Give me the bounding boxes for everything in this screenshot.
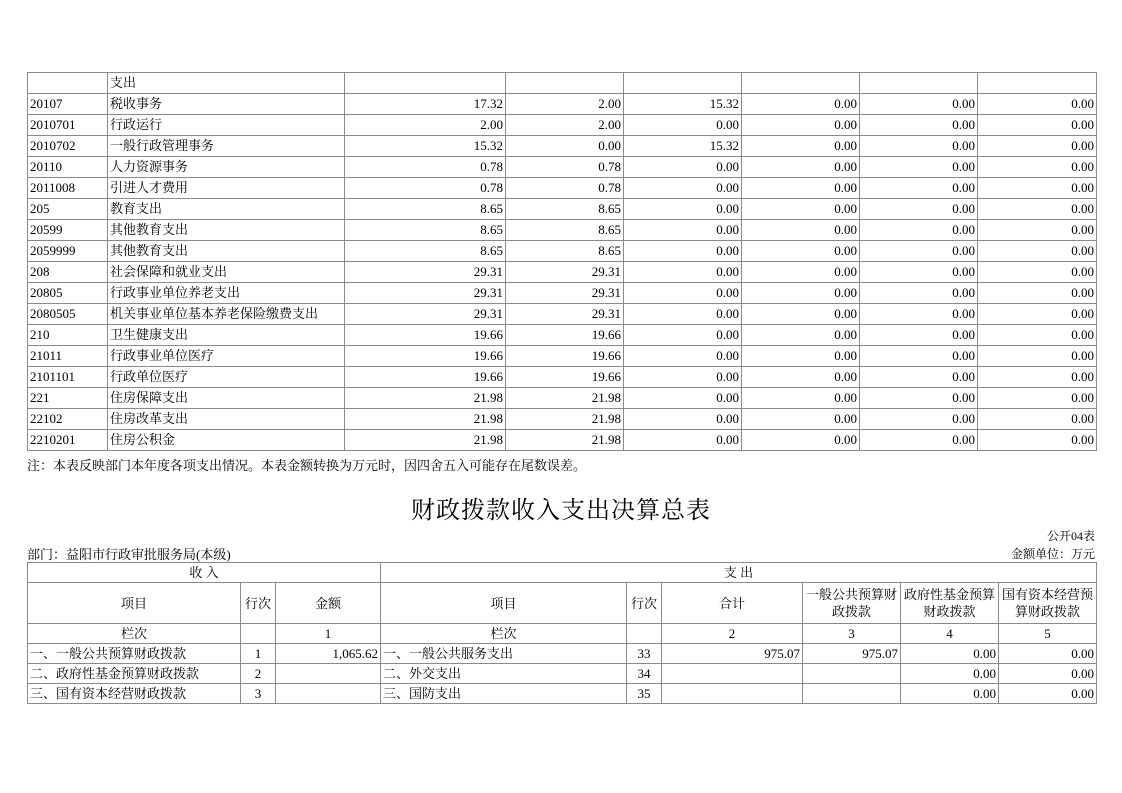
- total-amount: [662, 684, 803, 704]
- amount-cell: 21.98: [506, 430, 624, 451]
- header-cell: [624, 73, 742, 94]
- amount-cell: 0.00: [624, 115, 742, 136]
- subject-name: 机关事业单位基本养老保险缴费支出: [108, 304, 345, 325]
- subject-code: 210: [28, 325, 108, 346]
- amount-cell: 0.00: [624, 199, 742, 220]
- header-cell: [506, 73, 624, 94]
- header-cell: [345, 73, 506, 94]
- state-capital-amount: 0.00: [999, 664, 1097, 684]
- amount-cell: 0.00: [742, 283, 860, 304]
- subject-code: 205: [28, 199, 108, 220]
- subject-code: 20107: [28, 94, 108, 115]
- amount-cell: 0.00: [624, 367, 742, 388]
- amount-cell: 0.00: [624, 304, 742, 325]
- col-amount: 金额: [276, 583, 381, 624]
- table-row: [28, 409, 1097, 430]
- amount-cell: 0.00: [978, 430, 1097, 451]
- amount-cell: 0.00: [978, 283, 1097, 304]
- amount-cell: 17.32: [345, 94, 506, 115]
- amount-cell: 0.00: [860, 325, 978, 346]
- amount-cell: 0.00: [978, 367, 1097, 388]
- amount-cell: 0.00: [624, 325, 742, 346]
- income-line-no: 3: [241, 684, 276, 704]
- subject-code: 2011008: [28, 178, 108, 199]
- expense-detail-body: [28, 73, 1097, 451]
- amount-cell: 0.00: [742, 94, 860, 115]
- amount-cell: 29.31: [345, 283, 506, 304]
- amount-cell: 0.00: [742, 346, 860, 367]
- amount-cell: 0.78: [506, 178, 624, 199]
- amount-cell: 0.78: [345, 178, 506, 199]
- amount-cell: 0.00: [624, 409, 742, 430]
- col-no: 1: [276, 624, 381, 644]
- amount-cell: 0.00: [742, 220, 860, 241]
- amount-cell: 19.66: [506, 367, 624, 388]
- expense-item: 一、一般公共服务支出: [381, 644, 627, 664]
- table-row: [28, 115, 1097, 136]
- subject-code: 2059999: [28, 241, 108, 262]
- subject-name: 一般行政管理事务: [108, 136, 345, 157]
- page-title: 财政拨款收入支出决算总表: [411, 498, 711, 524]
- amount-cell: 8.65: [345, 241, 506, 262]
- gov-fund-amount: 0.00: [901, 644, 999, 664]
- gov-fund-amount: 0.00: [901, 684, 999, 704]
- table-row: [28, 199, 1097, 220]
- subject-code: 2210201: [28, 430, 108, 451]
- amount-cell: 0.00: [860, 136, 978, 157]
- amount-cell: 0.00: [978, 136, 1097, 157]
- subject-name: 其他教育支出: [108, 241, 345, 262]
- section-header-row: [28, 563, 1097, 583]
- amount-cell: 0.00: [742, 136, 860, 157]
- amount-cell: 0.00: [860, 220, 978, 241]
- amount-cell: 0.00: [978, 388, 1097, 409]
- amount-cell: 0.00: [624, 220, 742, 241]
- header-cell: [860, 73, 978, 94]
- amount-cell: 29.31: [506, 304, 624, 325]
- amount-cell: 0.00: [624, 388, 742, 409]
- subject-name: 住房保障支出: [108, 388, 345, 409]
- income-item: 一、一般公共预算财政拨款: [28, 644, 241, 664]
- amount-cell: 8.65: [345, 199, 506, 220]
- amount-cell: 0.00: [978, 157, 1097, 178]
- subject-code: 20805: [28, 283, 108, 304]
- amount-cell: 0.00: [860, 430, 978, 451]
- subject-name: 行政事业单位养老支出: [108, 283, 345, 304]
- col-no-empty: [627, 624, 662, 644]
- department-label: 部门：益阳市行政审批服务局(本级): [27, 547, 231, 562]
- subject-code: 2010701: [28, 115, 108, 136]
- amount-cell: 0.00: [860, 94, 978, 115]
- amount-cell: 0.00: [978, 220, 1097, 241]
- header-cell: [28, 73, 108, 94]
- amount-cell: 0.00: [742, 157, 860, 178]
- amount-cell: 0.00: [978, 199, 1097, 220]
- expense-item: 二、外交支出: [381, 664, 627, 684]
- amount-cell: 29.31: [506, 262, 624, 283]
- amount-cell: 0.00: [860, 262, 978, 283]
- table-row: [28, 664, 1097, 684]
- subject-name: 行政运行: [108, 115, 345, 136]
- table-row: [28, 304, 1097, 325]
- amount-cell: 15.32: [624, 94, 742, 115]
- amount-cell: 0.00: [860, 409, 978, 430]
- subject-code: 208: [28, 262, 108, 283]
- subject-code: 2080505: [28, 304, 108, 325]
- amount-cell: 0.00: [978, 304, 1097, 325]
- amount-cell: 0.00: [742, 409, 860, 430]
- general-budget-amount: 975.07: [803, 644, 901, 664]
- amount-cell: 21.98: [345, 388, 506, 409]
- col-gov-fund: 政府性基金预算财政拨款: [901, 583, 999, 624]
- amount-cell: 0.00: [624, 262, 742, 283]
- table-note: 注：本表反映部门本年度各项支出情况。本表金额转换为万元时，因四舍五入可能存在尾数误差。: [27, 458, 587, 473]
- col-line-income: 行次: [241, 583, 276, 624]
- amount-cell: 8.65: [506, 241, 624, 262]
- amount-cell: 2.00: [345, 115, 506, 136]
- amount-cell: 0.00: [978, 409, 1097, 430]
- subject-code: 21011: [28, 346, 108, 367]
- amount-cell: 0.00: [978, 325, 1097, 346]
- subject-name: 社会保障和就业支出: [108, 262, 345, 283]
- subject-name: 引进人才费用: [108, 178, 345, 199]
- subject-name: 人力资源事务: [108, 157, 345, 178]
- header-cell: [742, 73, 860, 94]
- table-row: [28, 241, 1097, 262]
- subject-code: 20599: [28, 220, 108, 241]
- amount-cell: 15.32: [345, 136, 506, 157]
- subject-code: 2101101: [28, 367, 108, 388]
- income-item: 三、国有资本经营财政拨款: [28, 684, 241, 704]
- table-row: [28, 325, 1097, 346]
- amount-cell: 19.66: [345, 325, 506, 346]
- total-amount: 975.07: [662, 644, 803, 664]
- amount-cell: 0.00: [742, 430, 860, 451]
- amount-cell: 29.31: [345, 262, 506, 283]
- amount-cell: 0.00: [624, 283, 742, 304]
- col-no: 3: [803, 624, 901, 644]
- table-row: [28, 388, 1097, 409]
- amount-cell: 8.65: [506, 199, 624, 220]
- income-amount: [276, 684, 381, 704]
- subject-name: 其他教育支出: [108, 220, 345, 241]
- table-row: [28, 94, 1097, 115]
- gov-fund-amount: 0.00: [901, 664, 999, 684]
- amount-cell: 0.78: [345, 157, 506, 178]
- appropriation-summary-table: [27, 562, 1097, 704]
- amount-cell: 21.98: [506, 409, 624, 430]
- appropriation-summary-body: [28, 563, 1097, 704]
- amount-cell: 19.66: [506, 325, 624, 346]
- amount-cell: 0.00: [860, 283, 978, 304]
- amount-cell: 0.00: [860, 346, 978, 367]
- amount-cell: 0.00: [624, 346, 742, 367]
- amount-cell: 0.00: [624, 241, 742, 262]
- amount-cell: 0.00: [860, 241, 978, 262]
- amount-cell: 19.66: [345, 367, 506, 388]
- table-row: [28, 644, 1097, 664]
- amount-unit: 金额单位：万元: [1010, 547, 1095, 561]
- table-row: [28, 178, 1097, 199]
- col-line-expense: 行次: [627, 583, 662, 624]
- col-no: 2: [662, 624, 803, 644]
- col-total: 合计: [662, 583, 803, 624]
- amount-cell: 0.00: [978, 178, 1097, 199]
- amount-cell: 0.00: [742, 241, 860, 262]
- table-row: [28, 684, 1097, 704]
- income-item: 二、政府性基金预算财政拨款: [28, 664, 241, 684]
- col-no: 5: [999, 624, 1097, 644]
- amount-cell: 19.66: [506, 346, 624, 367]
- amount-cell: 0.00: [624, 157, 742, 178]
- subject-name: 教育支出: [108, 199, 345, 220]
- subject-name: 行政单位医疗: [108, 367, 345, 388]
- amount-cell: 2.00: [506, 94, 624, 115]
- amount-cell: 0.00: [860, 367, 978, 388]
- table-header-row: [28, 73, 1097, 94]
- column-number-row: [28, 624, 1097, 644]
- table-row: [28, 220, 1097, 241]
- table-row: [28, 136, 1097, 157]
- amount-cell: 21.98: [506, 388, 624, 409]
- amount-cell: 0.00: [978, 346, 1097, 367]
- amount-cell: 8.65: [506, 220, 624, 241]
- amount-cell: 0.00: [978, 241, 1097, 262]
- amount-cell: 0.00: [742, 304, 860, 325]
- amount-cell: 0.00: [860, 115, 978, 136]
- expense-detail-table: [27, 72, 1097, 451]
- income-header: 收 入: [28, 563, 381, 583]
- subject-name: 卫生健康支出: [108, 325, 345, 346]
- column-header-row: [28, 583, 1097, 624]
- table-row: [28, 157, 1097, 178]
- amount-cell: 0.00: [860, 304, 978, 325]
- table-row: [28, 262, 1097, 283]
- income-amount: 1,065.62: [276, 644, 381, 664]
- subject-name: 住房改革支出: [108, 409, 345, 430]
- amount-cell: 21.98: [345, 430, 506, 451]
- col-item-expense: 项目: [381, 583, 627, 624]
- amount-cell: 0.00: [978, 115, 1097, 136]
- amount-cell: 15.32: [624, 136, 742, 157]
- income-amount: [276, 664, 381, 684]
- amount-cell: 0.00: [624, 178, 742, 199]
- income-line-no: 2: [241, 664, 276, 684]
- general-budget-amount: [803, 684, 901, 704]
- table-row: [28, 283, 1097, 304]
- general-budget-amount: [803, 664, 901, 684]
- state-capital-amount: 0.00: [999, 684, 1097, 704]
- col-item-income: 项目: [28, 583, 241, 624]
- expense-line-no: 35: [627, 684, 662, 704]
- amount-cell: 0.00: [860, 178, 978, 199]
- subject-code: 221: [28, 388, 108, 409]
- col-no-label: 栏次: [381, 624, 627, 644]
- amount-cell: 0.00: [742, 199, 860, 220]
- col-general-budget: 一般公共预算财政拨款: [803, 583, 901, 624]
- form-number: 公开04表: [1046, 529, 1095, 543]
- amount-cell: 19.66: [345, 346, 506, 367]
- expense-item: 三、国防支出: [381, 684, 627, 704]
- expense-line-no: 33: [627, 644, 662, 664]
- amount-cell: 0.00: [860, 157, 978, 178]
- subject-code: 22102: [28, 409, 108, 430]
- amount-cell: 0.00: [624, 430, 742, 451]
- col-no-label: 栏次: [28, 624, 241, 644]
- header-cell: 支出: [108, 73, 345, 94]
- subject-name: 税收事务: [108, 94, 345, 115]
- amount-cell: 29.31: [345, 304, 506, 325]
- subject-code: 20110: [28, 157, 108, 178]
- subject-code: 2010702: [28, 136, 108, 157]
- amount-cell: 0.00: [742, 325, 860, 346]
- income-line-no: 1: [241, 644, 276, 664]
- amount-cell: 0.00: [742, 262, 860, 283]
- amount-cell: 29.31: [506, 283, 624, 304]
- amount-cell: 21.98: [345, 409, 506, 430]
- amount-cell: 0.00: [860, 199, 978, 220]
- table-row: [28, 346, 1097, 367]
- col-no-empty: [241, 624, 276, 644]
- amount-cell: 0.00: [742, 388, 860, 409]
- expense-header: 支 出: [381, 563, 1097, 583]
- table-row: [28, 367, 1097, 388]
- amount-cell: 2.00: [506, 115, 624, 136]
- amount-cell: 8.65: [345, 220, 506, 241]
- col-state-capital: 国有资本经营预算财政拨款: [999, 583, 1097, 624]
- amount-cell: 0.00: [978, 262, 1097, 283]
- amount-cell: 0.00: [978, 94, 1097, 115]
- amount-cell: 0.00: [860, 388, 978, 409]
- expense-line-no: 34: [627, 664, 662, 684]
- amount-cell: 0.78: [506, 157, 624, 178]
- subject-name: 行政事业单位医疗: [108, 346, 345, 367]
- amount-cell: 0.00: [742, 115, 860, 136]
- table-row: [28, 430, 1097, 451]
- amount-cell: 0.00: [742, 178, 860, 199]
- amount-cell: 0.00: [742, 367, 860, 388]
- col-no: 4: [901, 624, 999, 644]
- amount-cell: 0.00: [506, 136, 624, 157]
- total-amount: [662, 664, 803, 684]
- subject-name: 住房公积金: [108, 430, 345, 451]
- state-capital-amount: 0.00: [999, 644, 1097, 664]
- header-cell: [978, 73, 1097, 94]
